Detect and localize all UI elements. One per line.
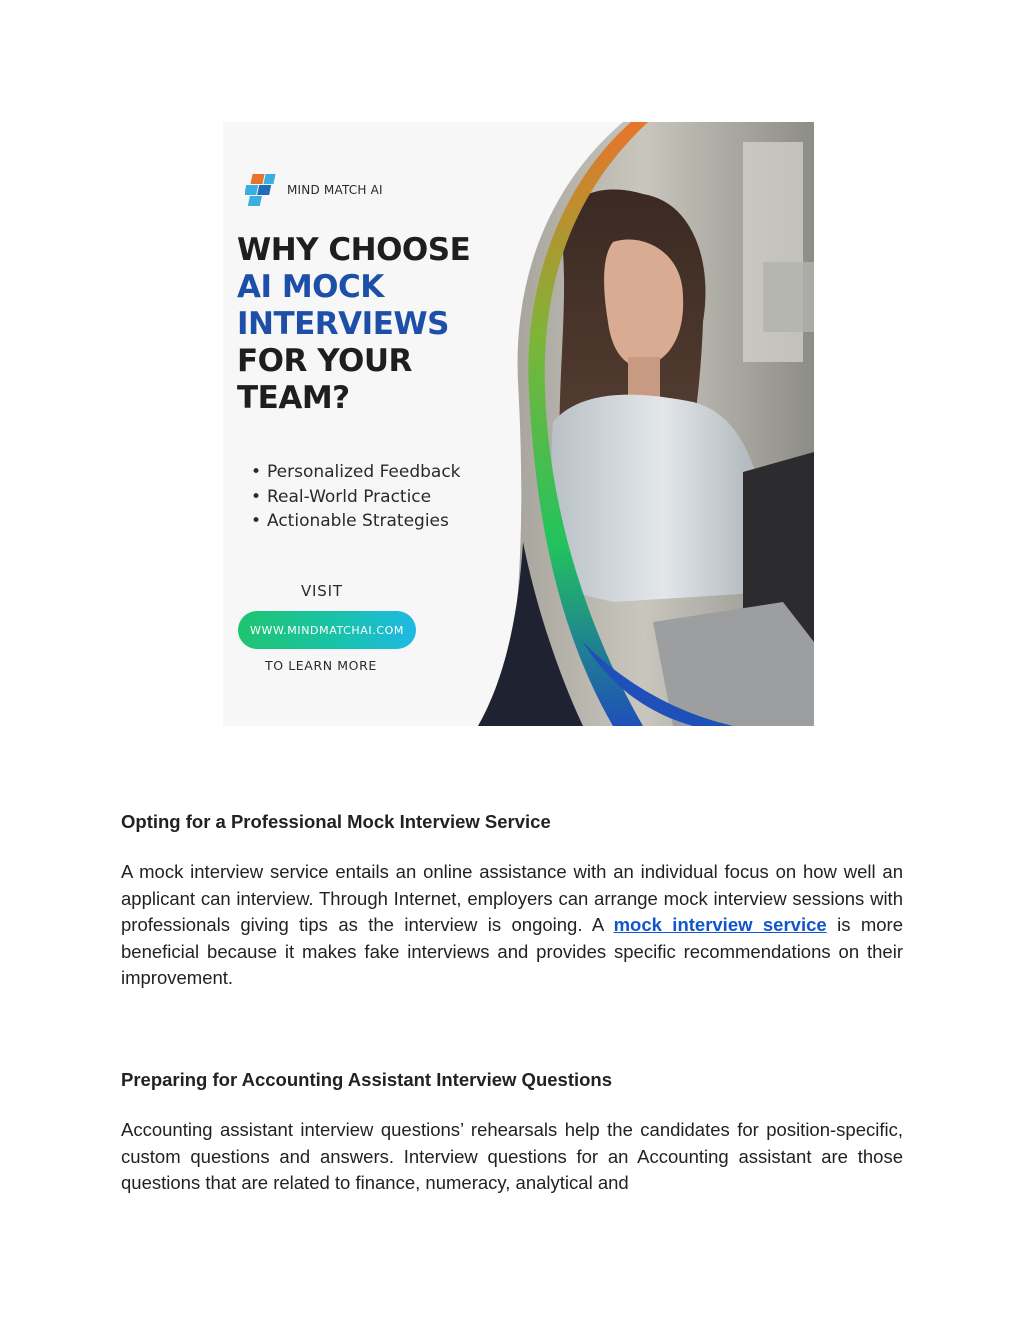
banner-headline [237,232,470,417]
learn-more-label: TO LEARN MORE [265,658,377,673]
paragraph-text-start: A mock interview service entails an online assistance with an individual focus on how well an applicant can interview. Through Internet, employers can arrange mock interview sessions with professionals giving tips as the interview is ongoing. A [121,861,903,935]
section-heading: Preparing for Accounting Assistant Interview Questions [121,1069,613,1090]
visit-label: VISIT [301,582,343,600]
website-url-pill: WWW.MINDMATCHAI.COM [238,611,416,649]
section-paragraph [121,859,903,992]
paragraph-text: Accounting assistant interview questions’ rehearsals help the candidates for position-specific, custom questions and answers. Interview questions for an Accounting assistant are those questions that are related to finance, numeracy, analytical and [121,1119,903,1193]
logo-mark-icon [245,172,279,208]
benefit-item: • Actionable Strategies [251,509,461,534]
section-paragraph [121,1117,903,1197]
benefit-list [251,460,461,534]
headline-line-5: TEAM? [237,380,350,416]
headline-line-4: FOR YOUR [237,343,412,379]
logo-text: MIND MATCH AI [287,183,383,197]
benefit-item: • Personalized Feedback [251,460,461,485]
mock-interview-service-link[interactable]: mock interview service [613,914,827,935]
paragraph-text-end: is more beneficial because it makes fake interviews and provides specific recommendations on their improvement. [121,914,903,988]
promo-banner-image [223,122,814,726]
section-heading: Opting for a Professional Mock Interview Service [121,811,551,832]
paragraph-text [121,859,903,992]
section-mock-interview-service [121,811,903,833]
section-accounting-assistant [121,1069,903,1091]
brand-logo [245,172,383,208]
headline-line-2: AI MOCK [237,269,384,305]
benefit-item: • Real-World Practice [251,485,461,510]
headline-line-1: WHY CHOOSE [237,232,471,268]
headline-line-3: INTERVIEWS [237,306,449,342]
